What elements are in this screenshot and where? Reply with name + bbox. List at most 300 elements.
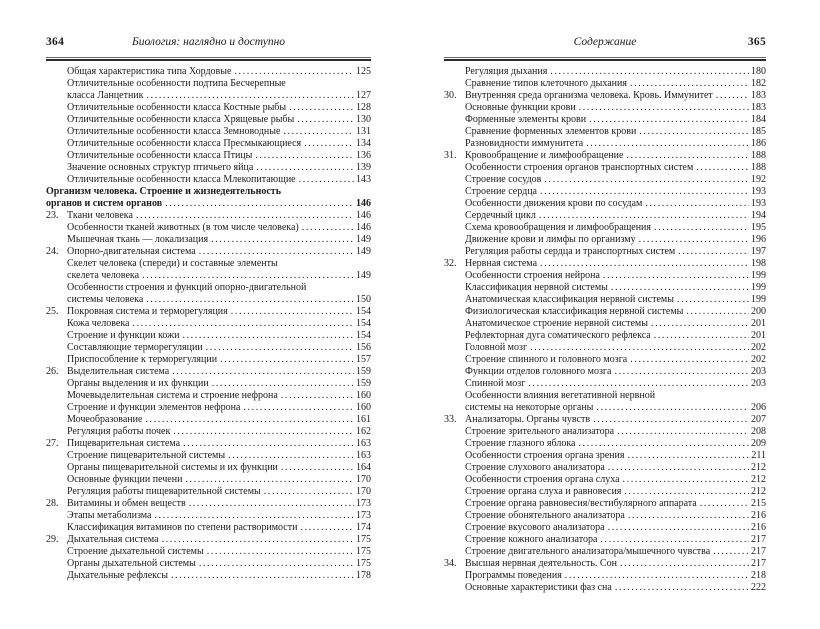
toc-entry-line: [46, 222, 371, 234]
dot-leader: [639, 234, 749, 245]
toc-entry-line: [46, 90, 371, 102]
toc-entry-line: [444, 78, 766, 90]
toc-entry-text: Классификация витаминов по степени растворимости: [67, 522, 298, 533]
dot-leader: [700, 498, 749, 509]
dot-leader: [182, 330, 354, 341]
toc-entry-number: 32.: [444, 258, 457, 269]
page-365: [444, 36, 766, 594]
dot-leader: [713, 546, 749, 557]
toc-entry-text: Отличительные особенности класса Земноводные: [67, 126, 281, 137]
toc-entry-line: [444, 318, 766, 330]
dot-leader: [136, 210, 354, 221]
toc-entry-text: Строение двигательного анализатора/мышечного чувства: [465, 546, 711, 557]
dot-leader: [628, 510, 749, 521]
toc-entry-text: Регуляция работы сердца и транспортных систем: [465, 246, 676, 257]
toc-entry-number: 27.: [46, 438, 59, 449]
toc-entry-line: [46, 162, 371, 174]
toc-entry-text: Регуляция работы почек: [67, 426, 171, 437]
page-number: 364: [46, 36, 65, 48]
toc-entry-line: [46, 282, 371, 294]
toc-entry-page: 146: [356, 210, 371, 221]
toc-entry-text: Анатомическая классификация нервной системы: [465, 294, 674, 305]
dot-leader: [539, 210, 749, 221]
toc-entry-line: [46, 210, 371, 222]
toc-entry-text: Анализаторы. Органы чувств: [465, 414, 591, 425]
toc-entry-line: [444, 390, 766, 402]
toc-entry-text: Отличительные особенности класса Костные рыбы: [67, 102, 287, 113]
toc-entry-line: [46, 342, 371, 354]
dot-leader: [617, 426, 749, 437]
toc-entry-text: Мышечная ткань — локализация: [67, 234, 209, 245]
toc-entry-line: [444, 558, 766, 570]
toc-entry-line: [46, 438, 371, 450]
toc-entry-page: 199: [751, 294, 766, 305]
dot-leader: [589, 114, 749, 125]
toc-entry-line: [444, 354, 766, 366]
toc-entry-line: [46, 522, 371, 534]
dot-leader: [630, 78, 749, 89]
toc-entry-text: Строение органа слуха и равновесия: [465, 486, 622, 497]
toc-entry-line: [46, 546, 371, 558]
toc-entry-number: 25.: [46, 306, 59, 317]
toc-entry-line: [46, 126, 371, 138]
toc-entry-page: 183: [751, 102, 766, 113]
toc-entry-number: 24.: [46, 246, 59, 257]
toc-entry-page: 149: [356, 246, 371, 257]
toc-entry-line: [46, 66, 371, 78]
toc-entry-line: [444, 426, 766, 438]
toc-entry-text: Строение дыхательной системы: [67, 546, 204, 557]
toc-entry-page: 173: [356, 510, 371, 521]
toc-entry-line: [46, 450, 371, 462]
toc-section-heading-line: [46, 186, 371, 198]
toc-entry-line: [46, 570, 371, 582]
toc-entry-page: 156: [356, 342, 371, 353]
toc-entry-page: 192: [751, 174, 766, 185]
toc-entry-text: Регуляция работы пищеварительной системы: [67, 486, 261, 497]
toc-entry-line: [444, 162, 766, 174]
dot-leader: [297, 114, 354, 125]
toc-entry-page: 180: [751, 66, 766, 77]
toc-entry-page: 202: [751, 342, 766, 353]
toc-entry-line: [46, 102, 371, 114]
toc-entry-page: 212: [751, 474, 766, 485]
toc-entry-line: [444, 546, 766, 558]
toc-entry-number: 31.: [444, 150, 457, 161]
toc-entry-page: 161: [356, 414, 371, 425]
toc-entry-text: Отличительные особенности класса Млекопитающие: [67, 174, 296, 185]
toc-entry-line: [444, 150, 766, 162]
toc-entry-text: Высшая нервная деятельность. Сон: [465, 558, 617, 569]
toc-entry-page: 199: [751, 270, 766, 281]
dot-leader: [132, 318, 354, 329]
dot-leader: [620, 558, 749, 569]
header-rule: [46, 57, 371, 61]
toc-entry-text: Покровная система и терморегуляция: [67, 306, 228, 317]
toc-entry-page: 143: [356, 174, 371, 185]
toc-entry-text: Классификация нервной системы: [465, 282, 608, 293]
dot-leader: [199, 246, 354, 257]
dot-leader: [615, 582, 749, 593]
toc-entry-line: [444, 138, 766, 150]
toc-entry-text: Приспособление к терморегуляции: [67, 354, 218, 365]
toc-entry-page: 200: [751, 306, 766, 317]
toc-entry-line: [444, 402, 766, 414]
toc-entry-text: Рефлекторная дуга соматического рефлекса: [465, 330, 651, 341]
toc-entry-line: [444, 498, 766, 510]
toc-entry-line: [46, 174, 371, 186]
toc-entry-text: Строение зрительного анализатора: [465, 426, 615, 437]
dot-leader: [228, 450, 354, 461]
toc-entry-text: Составляющие терморегуляции: [67, 342, 203, 353]
toc-entry-page: 193: [751, 198, 766, 209]
dot-leader: [608, 462, 749, 473]
toc-entry-line: [444, 330, 766, 342]
toc-entry-page: 222: [751, 582, 766, 593]
toc-entry-text: Строение глазного яблока: [465, 438, 576, 449]
toc-entry-page: 175: [356, 558, 371, 569]
toc-entry-line: [444, 222, 766, 234]
page-number: 365: [747, 36, 766, 48]
toc-entry-page: 208: [751, 426, 766, 437]
toc-entry-text: Строение слухового анализатора: [465, 462, 605, 473]
toc-entry-line: [444, 414, 766, 426]
toc-entry-text: скелета человека: [67, 270, 140, 281]
toc-entry-text: Отличительные особенности класса Пресмыкающиеся: [67, 138, 302, 149]
dot-leader: [231, 306, 354, 317]
toc-entry-line: [444, 198, 766, 210]
toc-entry-page: 162: [356, 426, 371, 437]
toc-entry-text: Дыхательная система: [67, 534, 159, 545]
running-title: Содержание: [573, 36, 637, 48]
toc-entry-text: Сердечный цикл: [465, 210, 536, 221]
dot-leader: [243, 402, 354, 413]
toc-entry-page: 212: [751, 486, 766, 497]
dot-leader: [299, 174, 354, 185]
toc-entry-line: [46, 534, 371, 546]
toc-entry-text: Строение спинного и головного мозга: [465, 354, 628, 365]
toc-entry-line: [444, 294, 766, 306]
toc-entry-text: Строение обонятельного анализатора: [465, 510, 625, 521]
dot-leader: [162, 534, 354, 545]
toc-entry-text: Строение кожного анализатора: [465, 534, 598, 545]
dot-leader: [645, 198, 749, 209]
toc-entry-text: Опорно-двигательная система: [67, 246, 196, 257]
toc-entry-text: Функции отделов головного мозга: [465, 366, 612, 377]
toc-entry-page: 178: [356, 570, 371, 581]
toc-entry-line: [444, 474, 766, 486]
toc-entry-text: Органы дыхательной системы: [67, 558, 196, 569]
toc-entry-page: 154: [356, 306, 371, 317]
toc-entry-page: 154: [356, 330, 371, 341]
header-rule: [444, 57, 766, 61]
dot-leader: [146, 294, 354, 305]
toc-entry-line: [46, 486, 371, 498]
toc-entry-text: Движение крови и лимфы по организму: [465, 234, 636, 245]
dot-leader: [530, 342, 749, 353]
dot-leader: [256, 162, 354, 173]
toc-entry-line: [444, 234, 766, 246]
dot-leader: [302, 222, 354, 233]
toc-entry-text: Мочеобразование: [67, 414, 143, 425]
page-header: [46, 36, 371, 52]
dot-leader: [220, 354, 354, 365]
toc-list: [46, 66, 371, 582]
toc-entry-line: [444, 378, 766, 390]
toc-entry-text: Особенности влияния вегетативной нервной: [465, 390, 656, 401]
dot-leader: [283, 126, 354, 137]
toc-entry-line: [46, 306, 371, 318]
toc-entry-page: 164: [356, 462, 371, 473]
toc-entry-line: [46, 402, 371, 414]
toc-entry-line: [444, 570, 766, 582]
toc-entry-text: Нервная система: [465, 258, 538, 269]
toc-entry-text: Ткани человека: [67, 210, 133, 221]
dot-leader: [304, 138, 354, 149]
toc-entry-text: системы человека: [67, 294, 144, 305]
toc-entry-line: [444, 438, 766, 450]
toc-entry-text: Строение органа равновесия/вестибулярного аппарата: [465, 498, 697, 509]
toc-entry-text: Кожа человека: [67, 318, 130, 329]
toc-entry-page: 207: [751, 414, 766, 425]
toc-entry-text: Особенности строения органа зрения: [465, 450, 625, 461]
toc-entry-text: Общая характеристика типа Хордовые: [67, 66, 232, 77]
dot-leader: [611, 282, 749, 293]
toc-entry-line: [444, 450, 766, 462]
toc-entry-number: 30.: [444, 90, 457, 101]
dot-leader: [142, 270, 354, 281]
toc-entry-line: [46, 150, 371, 162]
dot-leader: [528, 378, 749, 389]
toc-entry-page: 136: [356, 150, 371, 161]
toc-entry-text: органов и систем органов: [46, 198, 163, 209]
toc-entry-text: Витамины и обмен веществ: [67, 498, 186, 509]
dot-leader: [540, 186, 749, 197]
toc-entry-text: Строение и функции элементов нефрона: [67, 402, 241, 413]
toc-entry-page: 163: [356, 450, 371, 461]
toc-entry-line: [46, 378, 371, 390]
toc-entry-page: 196: [751, 234, 766, 245]
dot-leader: [627, 450, 749, 461]
toc-entry-line: [444, 486, 766, 498]
toc-entry-page: 125: [356, 66, 371, 77]
dot-leader: [626, 150, 749, 161]
toc-entry-page: 173: [356, 498, 371, 509]
toc-entry-text: Выделительная система: [67, 366, 170, 377]
toc-entry-page: 146: [356, 222, 371, 233]
dot-leader: [593, 414, 749, 425]
toc-entry-text: Схема кровообращения и лимфообращения: [465, 222, 652, 233]
dot-leader: [255, 150, 354, 161]
dot-leader: [686, 306, 749, 317]
toc-entry-text: Программы поведения: [465, 570, 562, 581]
toc-entry-page: 216: [751, 522, 766, 533]
dot-leader: [185, 474, 354, 485]
toc-entry-text: Особенности тканей животных (в том числе человека): [67, 222, 299, 233]
toc-entry-page: 202: [751, 354, 766, 365]
dot-leader: [165, 198, 354, 209]
toc-entry-page: 188: [751, 150, 766, 161]
toc-entry-page: 160: [356, 390, 371, 401]
toc-entry-line: [444, 282, 766, 294]
toc-entry-page: 154: [356, 318, 371, 329]
toc-entry-line: [444, 90, 766, 102]
toc-entry-page: 209: [751, 438, 766, 449]
toc-entry-text: Особенности строения органа слуха: [465, 474, 620, 485]
dot-leader: [145, 414, 354, 425]
toc-entry-page: 194: [751, 210, 766, 221]
toc-entry-line: [444, 66, 766, 78]
toc-entry-number: 28.: [46, 498, 59, 509]
toc-entry-page: 201: [751, 318, 766, 329]
dot-leader: [212, 378, 354, 389]
toc-entry-text: Особенности строения и функций опорно-двигательной: [67, 282, 307, 293]
dot-leader: [565, 570, 749, 581]
toc-entry-page: 170: [356, 486, 371, 497]
toc-entry-page: 184: [751, 114, 766, 125]
toc-entry-line: [46, 246, 371, 258]
toc-entry-line: [46, 474, 371, 486]
dot-leader: [630, 354, 749, 365]
toc-entry-text: Особенности строения органов транспортных систем: [465, 162, 694, 173]
toc-entry-page: 201: [751, 330, 766, 341]
toc-entry-line: [46, 366, 371, 378]
toc-entry-text: Основные функции крови: [465, 102, 576, 113]
toc-entry-line: [46, 138, 371, 150]
dot-leader: [183, 438, 354, 449]
toc-entry-line: [46, 426, 371, 438]
toc-entry-line: [46, 294, 371, 306]
dot-leader: [654, 222, 749, 233]
page-364: [46, 36, 371, 582]
toc-entry-page: 139: [356, 162, 371, 173]
dot-leader: [281, 390, 354, 401]
toc-entry-line: [444, 246, 766, 258]
toc-entry-page: 131: [356, 126, 371, 137]
dot-leader: [199, 558, 354, 569]
toc-entry-text: Строение вкусового анализатора: [465, 522, 605, 533]
dot-leader: [171, 570, 354, 581]
toc-entry-line: [46, 390, 371, 402]
toc-entry-text: класса Ланцетник: [67, 90, 144, 101]
dot-leader: [579, 102, 749, 113]
toc-entry-text: Строение и функции кожи: [67, 330, 180, 341]
toc-entry-page: 182: [751, 78, 766, 89]
dot-leader: [234, 66, 354, 77]
toc-entry-page: 159: [356, 366, 371, 377]
toc-entry-page: 215: [751, 498, 766, 509]
toc-entry-page: 186: [751, 138, 766, 149]
toc-entry-line: [46, 114, 371, 126]
toc-entry-page: 174: [356, 522, 371, 533]
toc-entry-line: [444, 102, 766, 114]
toc-entry-text: Отличительные особенности подтипа Бесчерепные: [67, 78, 286, 89]
toc-entry-page: 163: [356, 438, 371, 449]
toc-entry-number: 26.: [46, 366, 59, 377]
toc-list: [444, 66, 766, 594]
toc-entry-page: 206: [751, 402, 766, 413]
toc-entry-text: Отличительные особенности класса Хрящевые рыбы: [67, 114, 295, 125]
toc-entry-page: 203: [751, 378, 766, 389]
dot-leader: [189, 498, 354, 509]
toc-entry-text: системы на некоторые органы: [465, 402, 594, 413]
dot-leader: [172, 366, 354, 377]
dot-leader: [578, 438, 749, 449]
dot-leader: [211, 234, 354, 245]
dot-leader: [289, 102, 354, 113]
dot-leader: [678, 246, 749, 257]
dot-leader: [300, 522, 354, 533]
toc-entry-text: Органы выделения и их функции: [67, 378, 209, 389]
toc-entry-line: [46, 462, 371, 474]
dot-leader: [596, 402, 749, 413]
dot-leader: [206, 342, 354, 353]
toc-section-heading-line: [46, 198, 371, 210]
toc-entry-page: 170: [356, 474, 371, 485]
toc-entry-text: Спинной мозг: [465, 378, 526, 389]
toc-entry-page: 218: [751, 570, 766, 581]
toc-entry-line: [444, 366, 766, 378]
toc-entry-text: Этапы метаболизма: [67, 510, 152, 521]
toc-entry-line: [444, 114, 766, 126]
toc-entry-line: [46, 498, 371, 510]
toc-entry-text: Мочевыделительная система и строение нефрона: [67, 390, 278, 401]
toc-entry-page: 217: [751, 546, 766, 557]
toc-entry-line: [46, 414, 371, 426]
toc-entry-line: [46, 330, 371, 342]
toc-entry-text: Значение основных структур птичьего яйца: [67, 162, 254, 173]
running-title: Биология: наглядно и доступно: [131, 36, 286, 48]
toc-entry-page: 212: [751, 462, 766, 473]
dot-leader: [716, 90, 749, 101]
toc-entry-page: 160: [356, 402, 371, 413]
dot-leader: [544, 174, 749, 185]
toc-entry-line: [46, 270, 371, 282]
toc-entry-page: 127: [356, 90, 371, 101]
toc-entry-line: [444, 342, 766, 354]
toc-entry-page: 193: [751, 186, 766, 197]
dot-leader: [639, 126, 749, 137]
toc-entry-page: 150: [356, 294, 371, 305]
dot-leader: [624, 486, 749, 497]
dot-leader: [614, 366, 749, 377]
toc-entry-page: 175: [356, 546, 371, 557]
dot-leader: [608, 522, 749, 533]
toc-entry-line: [444, 210, 766, 222]
toc-entry-line: [444, 186, 766, 198]
toc-entry-text: Пищеварительная система: [67, 438, 181, 449]
dot-leader: [603, 270, 749, 281]
toc-entry-text: Основные функции печени: [67, 474, 183, 485]
dot-leader: [550, 66, 749, 77]
toc-entry-line: [46, 510, 371, 522]
toc-entry-page: 157: [356, 354, 371, 365]
toc-entry-page: 128: [356, 102, 371, 113]
toc-entry-text: Кровообращение и лимфообращение: [465, 150, 624, 161]
toc-entry-text: Особенности строения нейрона: [465, 270, 600, 281]
toc-entry-line: [444, 306, 766, 318]
toc-entry-line: [46, 78, 371, 90]
toc-entry-line: [46, 354, 371, 366]
toc-entry-text: Организм человека. Строение и жизнедеятельность: [46, 186, 281, 197]
dot-leader: [586, 138, 749, 149]
toc-entry-page: 149: [356, 270, 371, 281]
toc-entry-text: Физиологическая классификация нервной системы: [465, 306, 684, 317]
toc-entry-text: Органы пищеварительной системы и их функции: [67, 462, 278, 473]
toc-entry-line: [444, 462, 766, 474]
toc-entry-number: 34.: [444, 558, 457, 569]
toc-entry-page: 130: [356, 114, 371, 125]
